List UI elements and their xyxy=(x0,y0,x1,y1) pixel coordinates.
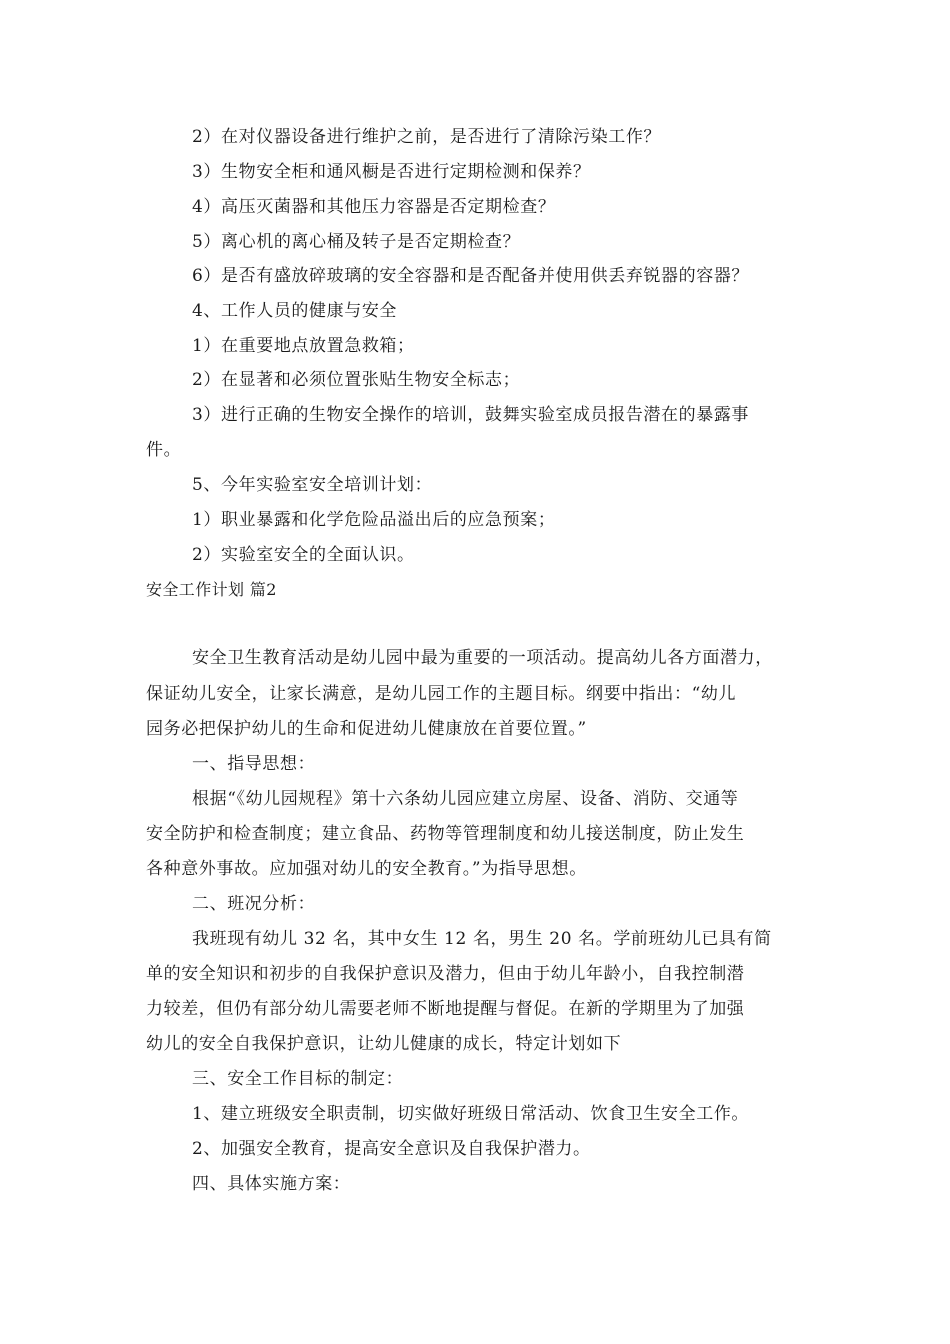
class-analysis-line-1: 我班现有幼儿 32 名，其中女生 12 名，男生 20 名。学前班幼儿已具有简 xyxy=(192,929,772,949)
health-safety-title: 4、工作人员的健康与安全 xyxy=(192,301,398,321)
implementation-title: 四、具体实施方案： xyxy=(192,1174,351,1194)
goal-title: 三、安全工作目标的制定： xyxy=(192,1069,404,1089)
checklist-item-5: 5）离心机的离心桶及转子是否定期检查？ xyxy=(192,232,521,252)
health-item-3-line-1: 3）进行正确的生物安全操作的培训，鼓舞实验室成员报告潜在的暴露事 xyxy=(192,405,750,425)
checklist-item-4: 4）高压灭菌器和其他压力容器是否定期检查？ xyxy=(192,197,556,217)
guide-line-2: 安全防护和检查制度；建立食品、药物等管理制度和幼儿接送制度，防止发生 xyxy=(146,824,745,844)
guide-line-1: 根据“《幼儿园规程》第十六条幼儿园应建立房屋、设备、消防、交通等 xyxy=(192,789,739,809)
goal-item-1: 1、建立班级安全职责制，切实做好班级日常活动、饮食卫生安全工作。 xyxy=(192,1104,750,1124)
health-item-1: 1）在重要地点放置急救箱； xyxy=(192,336,415,356)
guide-line-3: 各种意外事故。应加强对幼儿的安全教育。”为指导思想。 xyxy=(146,859,587,879)
class-analysis-line-2: 单的安全知识和初步的自我保护意识及潜力，但由于幼儿年龄小，自我控制潜 xyxy=(146,964,745,984)
checklist-item-6: 6）是否有盛放碎玻璃的安全容器和是否配备并使用供丢弃锐器的容器？ xyxy=(192,266,750,286)
checklist-item-3: 3）生物安全柜和通风橱是否进行定期检测和保养？ xyxy=(192,162,591,182)
health-item-2: 2）在显著和必须位置张贴生物安全标志； xyxy=(192,370,521,390)
intro-line-2: 保证幼儿安全，让家长满意，是幼儿园工作的主题目标。纲要中指出：“幼儿 xyxy=(146,684,737,704)
section-heading: 安全工作计划 篇2 xyxy=(146,580,277,599)
class-analysis-line-3: 力较差，但仍有部分幼儿需要老师不断地提醒与督促。在新的学期里为了加强 xyxy=(146,999,745,1019)
intro-line-1: 安全卫生教育活动是幼儿园中最为重要的一项活动。提高幼儿各方面潜力， xyxy=(192,648,773,668)
training-item-1: 1）职业暴露和化学危险品溢出后的应急预案； xyxy=(192,510,556,530)
checklist-item-2: 2）在对仪器设备进行维护之前，是否进行了清除污染工作？ xyxy=(192,127,662,147)
intro-line-3: 园务必把保护幼儿的生命和促进幼儿健康放在首要位置。” xyxy=(146,719,587,739)
training-item-2: 2）实验室安全的全面认识。 xyxy=(192,545,415,565)
health-item-3-line-2: 件。 xyxy=(146,440,182,460)
class-analysis-title: 二、班况分析： xyxy=(192,894,316,914)
guide-title: 一、指导思想： xyxy=(192,754,316,774)
goal-item-2: 2、加强安全教育，提高安全意识及自我保护潜力。 xyxy=(192,1139,591,1159)
class-analysis-line-4: 幼儿的安全自我保护意识，让幼儿健康的成长，特定计划如下 xyxy=(146,1034,622,1054)
training-plan-title: 5、今年实验室安全培训计划： xyxy=(192,475,433,495)
